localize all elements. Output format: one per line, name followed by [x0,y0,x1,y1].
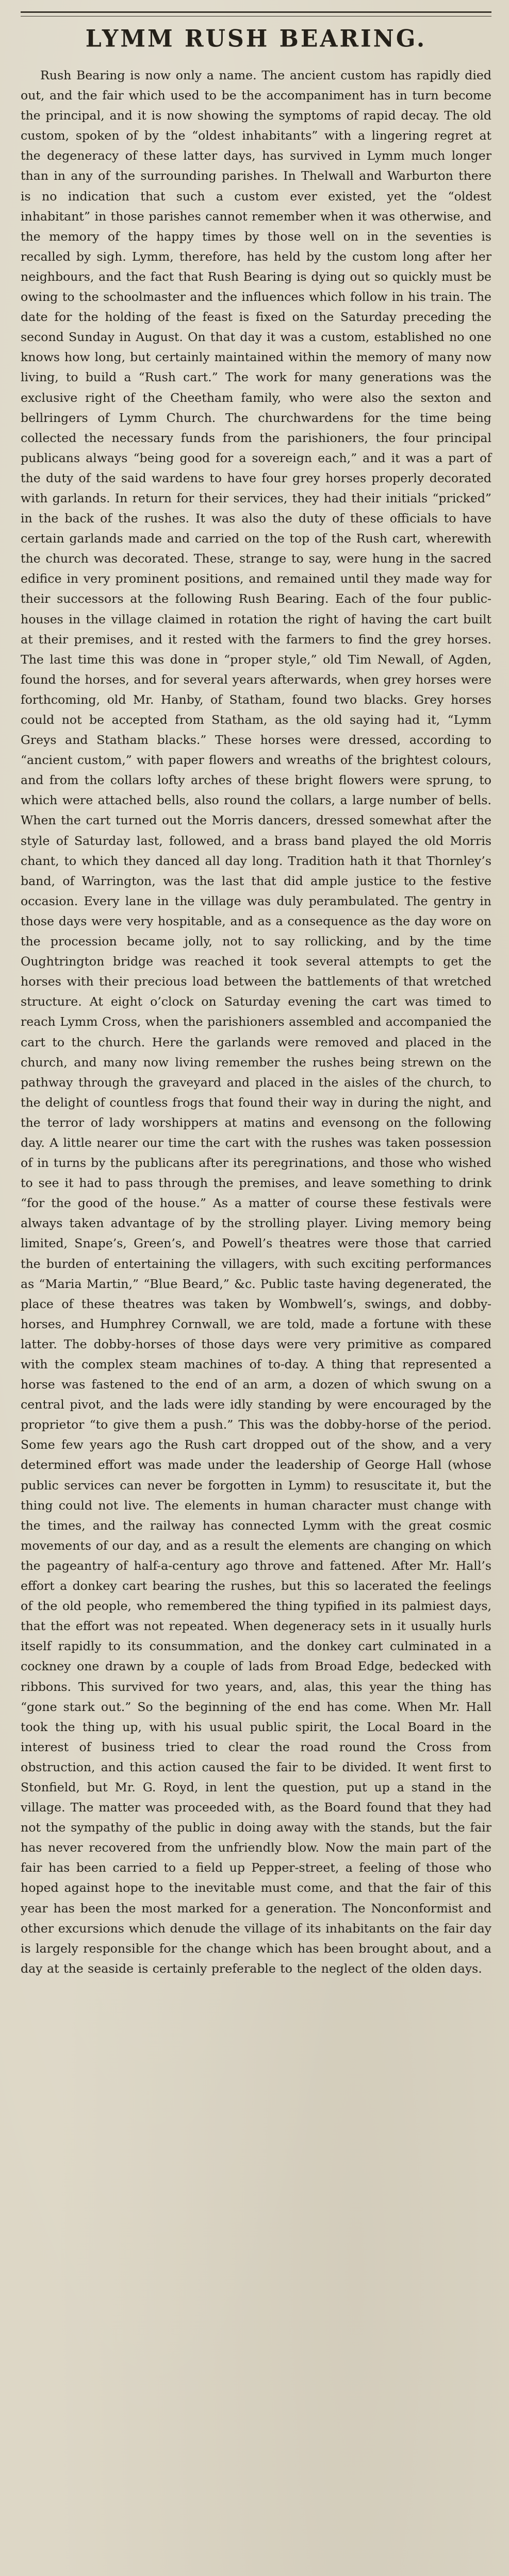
article-paragraph: Rush Bearing is now only a name. The ancient custom has rapidly died out, and the fair which used to be the accompaniment has in turn become the principal, and it is now showing the symptoms of rapid decay. The old custom, spoken of by the “oldest inhabitants” with a lingering regret at the degeneracy of these latter days, has survived in Lymm much longer than in any of the surrounding parishes. In Thelwall and Warburton there is no indication that such a custom ever existed, yet the “oldest inhabitant” in those parishes cannot remember when it was otherwise, and the memory of the happy times by those well on in the seventies is recalled by sigh. Lymm, therefore, has held by the custom long after her neighbours, and the fact that Rush Bearing is dying out so quickly must be owing to the schoolmaster and the influences which follow in his train. The date for the holding of the feast is fixed on the Saturday preceding the second Sunday in August. On that day it was a custom, established no one knows how long, but certainly maintained within the memory of many now living, to build a “Rush cart.” The work for many generations was the exclusive right of the Cheetham family, who were also the sexton and bellringers of Lymm Church. The churchwardens for the time being collected the necessary funds from the parishioners, the four principal publicans always “being good for a sovereign each,” and it was a part of the duty of the said wardens to have four grey horses properly decorated with garlands. In return for their services, they had their initials “pricked” in the back of the rushes. It was also the duty of these officials to have certain garlands made and carried on the top of the Rush cart, wherewith the church was decorated. These, strange to say, were hung in the sacred edifice in very prominent positions, and remained until they made way for their successors at the following Rush Bearing. Each of the four public-houses in the village claimed in rotation the right of having the cart built at their premises, and it rested with the farmers to find the grey horses. The last time this was done in “proper style,” old Tim Newall, of Agden, found the horses, and for several years afterwards, when grey horses were forthcoming, old Mr. Hanby, of Statham, found two blacks. Grey horses could not be accepted from Statham, as the old saying had it, “Lymm Greys and Statham blacks.” These horses were dressed, according to “ancient custom,” with paper flowers and wreaths of the brightest colours, and from the collars lofty arches of these bright flowers were sprung, to which were attached bells, also round the collars, a large number of bells. When the cart turned out the Morris dancers, dressed somewhat after the style of Saturday last, followed, and a brass band played the old Morris chant, to which they danced all day long. Tradition hath it that Thornley’s band, of Warrington, was the last that did ample justice to the festive occasion. Every lane in the village was duly perambulated. The gentry in those days were very hospitable, and as a consequence as the day wore on the procession became jolly, not to say rollicking, and by the time Oughtrington bridge was reached it took several attempts to get the horses with their precious load between the battlements of that wretched structure. At eight o’clock on Saturday evening the cart was timed to reach Lymm Cross, when the parishioners assembled and accompanied the cart to the church. Here the garlands were removed and placed in the church, and many now living remember the rushes being strewn on the pathway through the graveyard and placed in the aisles of the church, to the delight of countless frogs that found their way in during the night, and the terror of lady worshippers at matins and evensong on the following day. A little nearer our time the cart with the rushes was taken possession of in turns by the publicans after its peregrinations, and those who wished to see it had to pass through the premises, and leave something to drink “for the good of the house.” As a matter of course these festivals were always taken advantage of by the strolling player. Living memory being limited, Snape’s, Green’s, and Powell’s theatres were those that carried the burden of entertaining the villagers, with such exciting performances as “Maria Martin,” “Blue Beard,” &c. Public taste having degenerated, the place of these theatres was taken by Wombwell’s, swings, and dobby-horses, and Humphrey Cornwall, we are told, made a fortune with these latter. The dobby-horses of those days were very primitive as compared with the complex steam machines of to-day. A thing that represented a horse was fastened to the end of an arm, a dozen of which swung on a central pivot, and the lads were idly standing by were encouraged by the proprietor “to give them a push.” This was the dobby-horse of the period. Some few years ago the Rush cart dropped out of the show, and a very determined effort was made under the leadership of George Hall (whose public services can never be forgotten in Lymm) to resuscitate it, but the thing could not live. The elements in human character must change with the times, and the railway has connected Lymm with the great cosmic movements of our day, and as a result the elements are changing on which the pageantry of half-a-century ago throve and fattened. After Mr. Hall’s effort a donkey cart bearing the rushes, but this so lacerated the feelings of the old people, who remembered the thing typified in its palmiest days, that the effort was not repeated. When degeneracy sets in it usually hurls itself rapidly to its consummation, and the donkey cart culminated in a cockney one drawn by a couple of lads from Broad Edge, bedecked with ribbons. This survived for two years, and, alas, this year the thing has “gone stark out.” So the beginning of the end has come. When Mr. Hall took the thing up, with his usual public spirit, the Local Board in the interest of business tried to clear the road round the Cross from obstruction, and this action caused the fair to be divided. It went first to Stonfield, but Mr. G. Royd, in lent the question, put up a stand in the village. The matter was proceeded with, as the Board found that they had not the sympathy of the public in doing away with the stands, but the fair has never recovered from the unfriendly blow. Now the main part of the fair has been carried to a field up Pepper-street, a feeling of those who hoped against hope to the inevitable must come, and that the fair of this year has been the most marked for a generation. The Nonconformist and other excursions which denude the village of its inhabitants on the fair day is largely responsible for the change which has been brought about, and a day at the seaside is certainly preferable to the neglect of the olden days. [21,68,491,1976]
article-title: LYMM RUSH BEARING. [85,25,427,53]
article-body [21,65,491,1979]
top-rule [21,11,491,13]
